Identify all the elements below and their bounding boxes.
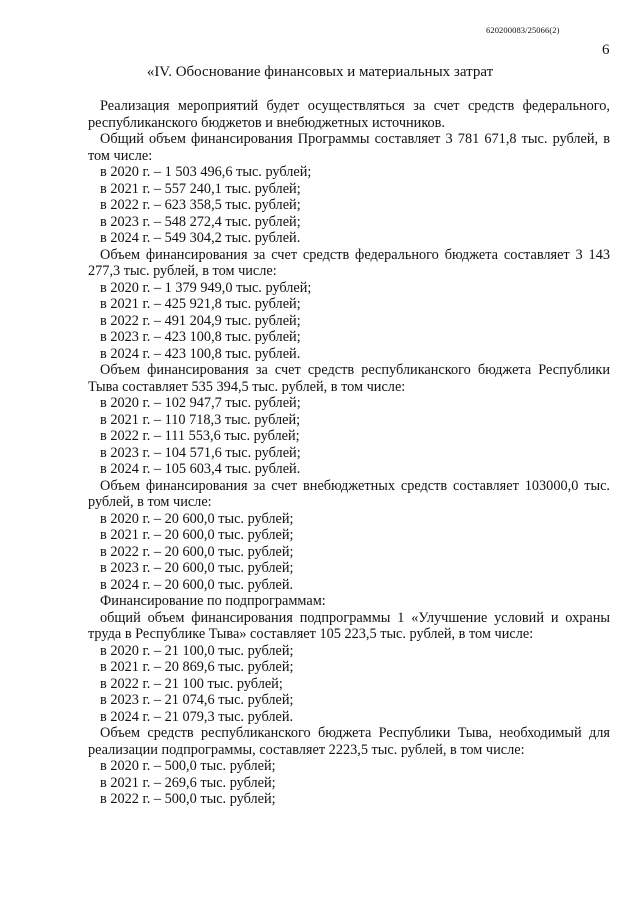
- list-item: в 2024 г. – 549 304,2 тыс. рублей.: [100, 230, 301, 246]
- paragraph-subprogram-funding: Финансирование по подпрограммам:: [100, 593, 326, 609]
- list-item: в 2022 г. – 491 204,9 тыс. рублей;: [100, 312, 301, 329]
- section-heading: «IV. Обоснование финансовых и материальных затрат: [146, 64, 494, 80]
- list-item: в 2021 г. – 20 869,6 тыс. рублей;: [100, 659, 294, 675]
- list-item: в 2020 г. – 1 379 949,0 тыс. рублей;: [100, 279, 312, 296]
- list-item: в 2020 г. – 1 503 496,6 тыс. рублей;: [100, 164, 312, 180]
- paragraph-extrabudgetary-funding: Объем финансирования за счет внебюджетных средств составляет 103000,0 тыс. рублей, в том числе:: [88, 477, 610, 510]
- paragraph-federal-funding: Объем финансирования за счет средств федерального бюджета составляет 3 143 277,3 тыс. рублей, в том числе:: [88, 246, 610, 279]
- list-item: в 2022 г. – 21 100 тыс. рублей;: [100, 675, 283, 692]
- paragraph-subprogram-1-republic: Объем средств республиканского бюджета Республики Тыва, необходимый для реализации подпрограммы, составляет 2223,5 тыс. рублей, в том числе:: [88, 725, 610, 758]
- list-subprogram-1-republic-by-year: [88, 758, 610, 808]
- list-item: в 2024 г. – 105 603,4 тыс. рублей.: [100, 461, 301, 477]
- list-subprogram-1-by-year: [88, 643, 610, 726]
- paragraph-intro: Реализация мероприятий будет осуществляться за счет средств федерального, республиканского бюджетов и внебюджетных источников.: [88, 98, 610, 131]
- document-id: 620200083/25066(2): [486, 25, 560, 35]
- list-item: в 2022 г. – 500,0 тыс. рублей;: [100, 791, 276, 807]
- list-republic-by-year: [88, 395, 610, 478]
- document-body: [88, 98, 610, 808]
- list-item: в 2024 г. – 423 100,8 тыс. рублей.: [100, 345, 301, 362]
- list-item: в 2021 г. – 269,6 тыс. рублей;: [100, 774, 276, 791]
- list-item: в 2020 г. – 21 100,0 тыс. рублей;: [100, 642, 294, 659]
- list-item: в 2023 г. – 104 571,6 тыс. рублей;: [100, 444, 301, 461]
- list-item: в 2022 г. – 623 358,5 тыс. рублей;: [100, 197, 301, 213]
- list-federal-by-year: [88, 280, 610, 363]
- list-item: в 2022 г. – 20 600,0 тыс. рублей;: [100, 543, 294, 560]
- list-item: в 2020 г. – 102 947,7 тыс. рублей;: [100, 395, 301, 411]
- list-item: в 2023 г. – 548 272,4 тыс. рублей;: [100, 213, 301, 230]
- list-item: в 2021 г. – 20 600,0 тыс. рублей;: [100, 527, 294, 543]
- list-item: в 2021 г. – 557 240,1 тыс. рублей;: [100, 180, 301, 197]
- paragraph-republic-funding: Объем финансирования за счет средств республиканского бюджета Республики Тыва составляет 535 394,5 тыс. рублей, в том числе:: [88, 362, 610, 395]
- list-item: в 2023 г. – 423 100,8 тыс. рублей;: [100, 329, 301, 345]
- list-item: в 2020 г. – 20 600,0 тыс. рублей;: [100, 510, 294, 527]
- paragraph-total-funding: Общий объем финансирования Программы составляет 3 781 671,8 тыс. рублей, в том числе:: [88, 131, 610, 164]
- list-item: в 2022 г. – 111 553,6 тыс. рублей;: [100, 428, 300, 444]
- paragraph-subprogram-1: общий объем финансирования подпрограммы 1 «Улучшение условий и охраны труда в Республике Тыва» составляет 105 223,5 тыс. рублей, в том числе:: [88, 609, 610, 642]
- list-item: в 2023 г. – 21 074,6 тыс. рублей;: [100, 692, 294, 708]
- list-item: в 2021 г. – 110 718,3 тыс. рублей;: [100, 411, 301, 428]
- list-item: в 2023 г. – 20 600,0 тыс. рублей;: [100, 560, 294, 576]
- list-item: в 2020 г. – 500,0 тыс. рублей;: [100, 758, 276, 774]
- list-item: в 2021 г. – 425 921,8 тыс. рублей;: [100, 296, 301, 312]
- list-item: в 2024 г. – 21 079,3 тыс. рублей.: [100, 708, 294, 725]
- list-total-by-year: [88, 164, 610, 247]
- page-number: 6: [602, 42, 610, 58]
- list-extrabudgetary-by-year: [88, 511, 610, 594]
- list-item: в 2024 г. – 20 600,0 тыс. рублей.: [100, 576, 294, 593]
